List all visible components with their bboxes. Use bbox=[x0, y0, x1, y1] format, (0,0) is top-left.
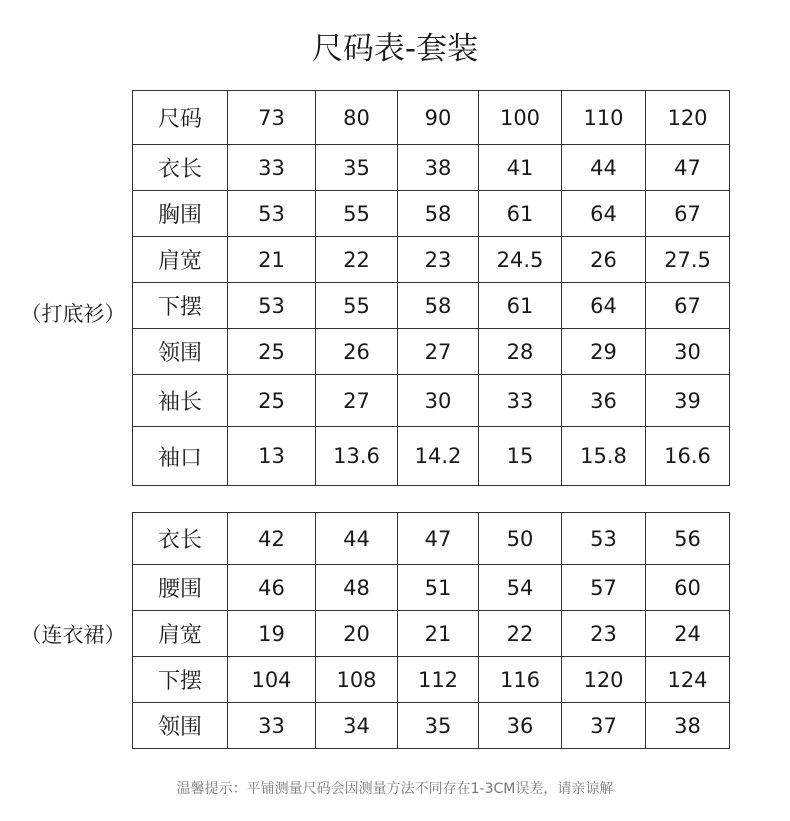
size-cell: 27 bbox=[316, 375, 398, 427]
size-cell: 60 bbox=[646, 565, 730, 611]
size-cell: 90 bbox=[398, 91, 479, 145]
size-cell: 19 bbox=[228, 611, 316, 657]
size-cell: 58 bbox=[398, 283, 479, 329]
size-cell: 15 bbox=[479, 427, 562, 486]
size-cell: 15.8 bbox=[562, 427, 646, 486]
size-cell: 24.5 bbox=[479, 237, 562, 283]
size-cell: 27.5 bbox=[646, 237, 730, 283]
size-cell: 23 bbox=[398, 237, 479, 283]
set-dress-label: （连衣裙） bbox=[20, 623, 126, 647]
size-cell: 30 bbox=[646, 329, 730, 375]
size-cell: 67 bbox=[646, 191, 730, 237]
size-cell: 30 bbox=[398, 375, 479, 427]
size-cell: 48 bbox=[316, 565, 398, 611]
size-cell: 55 bbox=[316, 283, 398, 329]
size-cell: 73 bbox=[228, 91, 316, 145]
size-cell: 100 bbox=[479, 91, 562, 145]
size-cell: 34 bbox=[316, 703, 398, 749]
size-cell: 51 bbox=[398, 565, 479, 611]
size-cell: 28 bbox=[479, 329, 562, 375]
measurement-note: 温馨提示：平铺测量尺码会因测量方法不同存在1-3CM误差，请亲谅解 bbox=[176, 781, 614, 797]
size-cell: 35 bbox=[316, 145, 398, 191]
size-cell: 64 bbox=[562, 191, 646, 237]
row-label: 腰围 bbox=[133, 565, 228, 611]
size-cell: 36 bbox=[562, 375, 646, 427]
table-row bbox=[133, 427, 730, 486]
size-cell: 104 bbox=[228, 657, 316, 703]
row-label: 领围 bbox=[133, 703, 228, 749]
size-cell: 27 bbox=[398, 329, 479, 375]
set-top-label: （打底衫） bbox=[20, 302, 126, 326]
size-cell: 37 bbox=[562, 703, 646, 749]
size-cell: 120 bbox=[646, 91, 730, 145]
table-row bbox=[133, 565, 730, 611]
size-cell: 41 bbox=[479, 145, 562, 191]
row-label: 胸围 bbox=[133, 191, 228, 237]
row-label: 下摆 bbox=[133, 657, 228, 703]
size-cell: 13 bbox=[228, 427, 316, 486]
row-label: 袖口 bbox=[133, 427, 228, 486]
size-cell: 42 bbox=[228, 513, 316, 565]
size-cell: 22 bbox=[479, 611, 562, 657]
size-cell: 26 bbox=[316, 329, 398, 375]
size-cell: 21 bbox=[398, 611, 479, 657]
row-label: 尺码 bbox=[133, 91, 228, 145]
size-cell: 55 bbox=[316, 191, 398, 237]
size-cell: 80 bbox=[316, 91, 398, 145]
table-row bbox=[133, 283, 730, 329]
size-cell: 108 bbox=[316, 657, 398, 703]
page-title: 尺码表-套装 bbox=[311, 31, 479, 67]
size-cell: 25 bbox=[228, 329, 316, 375]
size-cell: 53 bbox=[228, 283, 316, 329]
size-cell: 61 bbox=[479, 283, 562, 329]
table-row bbox=[133, 145, 730, 191]
size-cell: 39 bbox=[646, 375, 730, 427]
table-row bbox=[133, 91, 730, 145]
size-cell: 22 bbox=[316, 237, 398, 283]
size-cell: 38 bbox=[646, 703, 730, 749]
size-cell: 38 bbox=[398, 145, 479, 191]
table-row bbox=[133, 237, 730, 283]
size-cell: 53 bbox=[562, 513, 646, 565]
size-cell: 25 bbox=[228, 375, 316, 427]
size-cell: 36 bbox=[479, 703, 562, 749]
size-cell: 56 bbox=[646, 513, 730, 565]
size-cell: 67 bbox=[646, 283, 730, 329]
size-cell: 24 bbox=[646, 611, 730, 657]
size-cell: 57 bbox=[562, 565, 646, 611]
table-row bbox=[133, 611, 730, 657]
size-cell: 64 bbox=[562, 283, 646, 329]
size-cell: 14.2 bbox=[398, 427, 479, 486]
row-label: 下摆 bbox=[133, 283, 228, 329]
row-label: 肩宽 bbox=[133, 611, 228, 657]
size-cell: 21 bbox=[228, 237, 316, 283]
row-label: 领围 bbox=[133, 329, 228, 375]
size-cell: 112 bbox=[398, 657, 479, 703]
size-cell: 44 bbox=[316, 513, 398, 565]
size-cell: 110 bbox=[562, 91, 646, 145]
row-label: 衣长 bbox=[133, 513, 228, 565]
size-cell: 33 bbox=[228, 703, 316, 749]
size-cell: 16.6 bbox=[646, 427, 730, 486]
table-row bbox=[133, 329, 730, 375]
table-row bbox=[133, 703, 730, 749]
size-cell: 47 bbox=[646, 145, 730, 191]
size-cell: 54 bbox=[479, 565, 562, 611]
size-cell: 35 bbox=[398, 703, 479, 749]
row-label: 袖长 bbox=[133, 375, 228, 427]
size-cell: 13.6 bbox=[316, 427, 398, 486]
row-label: 衣长 bbox=[133, 145, 228, 191]
row-label: 肩宽 bbox=[133, 237, 228, 283]
size-cell: 47 bbox=[398, 513, 479, 565]
size-cell: 46 bbox=[228, 565, 316, 611]
size-table-top bbox=[132, 90, 730, 486]
size-cell: 124 bbox=[646, 657, 730, 703]
size-cell: 29 bbox=[562, 329, 646, 375]
size-cell: 58 bbox=[398, 191, 479, 237]
size-cell: 26 bbox=[562, 237, 646, 283]
table-row bbox=[133, 375, 730, 427]
table-row bbox=[133, 657, 730, 703]
size-cell: 33 bbox=[479, 375, 562, 427]
size-cell: 50 bbox=[479, 513, 562, 565]
size-cell: 23 bbox=[562, 611, 646, 657]
size-cell: 44 bbox=[562, 145, 646, 191]
size-table-dress bbox=[132, 512, 730, 749]
table-row bbox=[133, 513, 730, 565]
size-cell: 33 bbox=[228, 145, 316, 191]
table-row bbox=[133, 191, 730, 237]
size-cell: 53 bbox=[228, 191, 316, 237]
size-cell: 20 bbox=[316, 611, 398, 657]
size-cell: 120 bbox=[562, 657, 646, 703]
size-cell: 116 bbox=[479, 657, 562, 703]
size-cell: 61 bbox=[479, 191, 562, 237]
